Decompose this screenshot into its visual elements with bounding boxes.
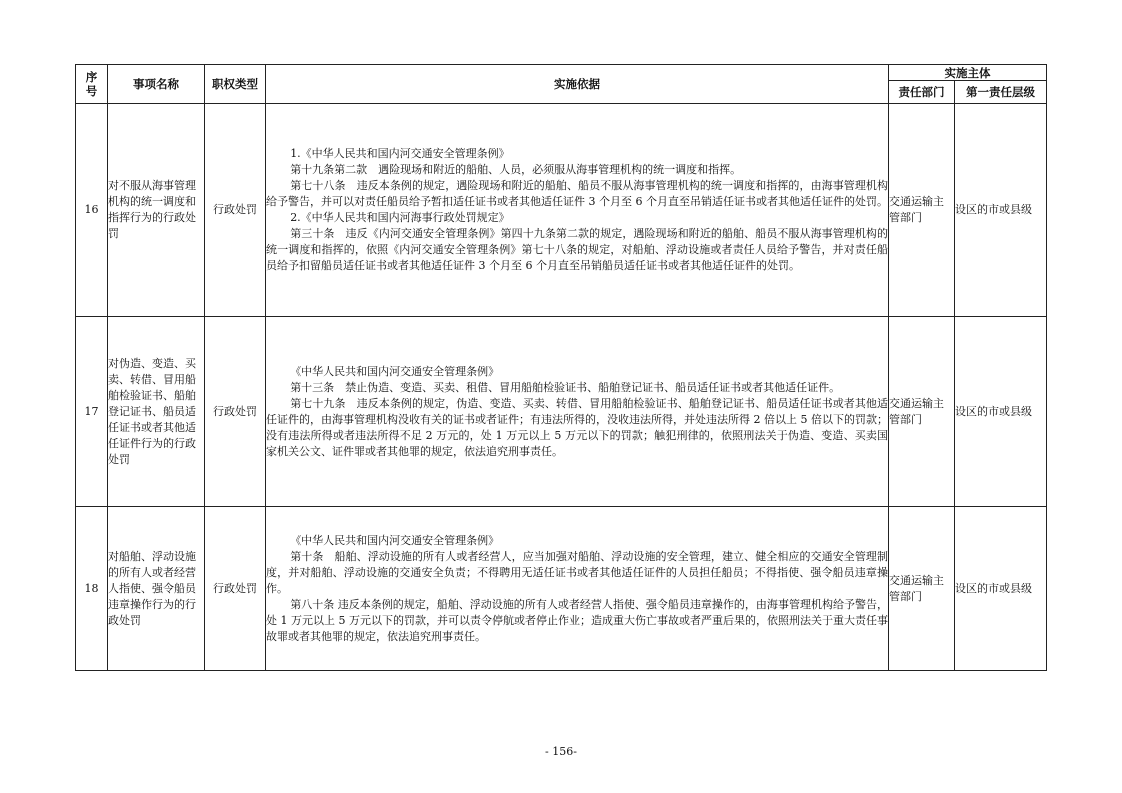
responsibility-level: 设区的市或县级 (955, 317, 1047, 507)
legal-basis (266, 317, 889, 507)
basis-paragraph: 第十九条第二款 遇险现场和附近的船舶、人员，必须服从海事管理机构的统一调度和指挥。 (290, 163, 742, 176)
header-subject: 实施主体 (889, 65, 1047, 81)
responsible-dept: 交通运输主管部门 (889, 507, 955, 671)
basis-paragraph: 第三十条 违反《内河交通安全管理条例》第四十九条第二款的规定，遇险现场和附近的船舶、船员不服从海事管理机构的统一调度和指挥的，依照《内河交通安全管理条例》第七十八条的规定，对船舶、浮动设施或者责任人员给予警告，并对责任船员给予扣留船员适任证书或者其他适任证件 3 个月至 6 个月直至吊销船员适任证书或者其他适任证件的处罚。 (266, 227, 888, 272)
basis-paragraph: 第七十八条 违反本条例的规定，遇险现场和附近的船舶、船员不服从海事管理机构的统一调度和指挥的，由海事管理机构给予警告，并可以对责任船员给予暂扣适任证书或者其他适任证件 3 个月至 6 个月直至吊销适任证书或者其他适任证件的处罚。 (266, 179, 888, 208)
header-basis: 实施依据 (266, 65, 889, 104)
power-type: 行政处罚 (205, 317, 266, 507)
responsibility-level: 设区的市或县级 (955, 507, 1047, 671)
item-name: 对伪造、变造、买卖、转借、冒用船舶检验证书、船舶登记证书、船员适任证书或者其他适任证件行为的行政处罚 (108, 317, 205, 507)
basis-paragraph: 《中华人民共和国内河交通安全管理条例》 (290, 364, 500, 378)
power-type: 行政处罚 (205, 507, 266, 671)
responsibility-level: 设区的市或县级 (955, 104, 1047, 317)
table-row (76, 104, 1047, 317)
header-row-1 (76, 65, 1047, 81)
basis-paragraph: 第十三条 禁止伪造、变造、买卖、租借、冒用船舶检验证书、船舶登记证书、船员适任证书或者其他适任证件。 (290, 380, 841, 394)
item-name: 对船舶、浮动设施的所有人或者经营人指使、强令船员违章操作行为的行政处罚 (108, 507, 205, 671)
responsible-dept: 交通运输主管部门 (889, 104, 955, 317)
basis-paragraph: 1.《中华人民共和国内河交通安全管理条例》 (290, 147, 510, 160)
enforcement-table (75, 64, 1047, 671)
row-number: 18 (76, 507, 108, 671)
basis-paragraph: 第十条 船舶、浮动设施的所有人或者经营人，应当加强对船舶、浮动设施的安全管理，建立、健全相应的交通安全管理制度，并对船舶、浮动设施的交通安全负责；不得聘用无适任证书或者其他适任证件的人员担任船员；不得指使、强令船员违章操作。 (266, 549, 888, 595)
table-row (76, 507, 1047, 671)
row-number: 16 (76, 104, 108, 317)
table-row (76, 317, 1047, 507)
legal-basis (266, 507, 889, 671)
power-type: 行政处罚 (205, 104, 266, 317)
legal-basis (266, 104, 889, 317)
basis-paragraph: 2.《中华人民共和国内河海事行政处罚规定》 (290, 211, 510, 224)
header-dept: 责任部门 (889, 81, 955, 104)
header-type: 职权类型 (205, 65, 266, 104)
header-seq: 序号 (76, 65, 108, 104)
basis-paragraph: 第八十条 违反本条例的规定，船舶、浮动设施的所有人或者经营人指使、强令船员违章操作的，由海事管理机构给予警告，处 1 万元以上 5 万元以下的罚款，并可以责令停航或者停止作业；造成重大伤亡事故或者严重后果的，依照刑法关于重大责任事故罪或者其他罪的规定，依法追究刑事责任。 (266, 597, 888, 643)
header-level: 第一责任层级 (955, 81, 1047, 104)
item-name: 对不服从海事管理机构的统一调度和指挥行为的行政处罚 (108, 104, 205, 317)
basis-paragraph: 《中华人民共和国内河交通安全管理条例》 (290, 533, 500, 547)
row-number: 17 (76, 317, 108, 507)
page-number: - 156- (545, 745, 577, 758)
basis-paragraph: 第七十九条 违反本条例的规定，伪造、变造、买卖、转借、冒用船舶检验证书、船舶登记证书、船员适任证书或者其他适任证件的，由海事管理机构没收有关的证书或者证件；有违法所得的，没收违法所得，并处违法所得 2 倍以上 5 倍以下的罚款；没有违法所得或者违法所得不足 2 万元的，处 1 万元以上 5 万元以下的罚款；触犯刑律的，依照刑法关于伪造、变造、买卖国家机关公文、证件罪或者其他罪的规定，依法追究刑事责任。 (266, 396, 888, 458)
header-name: 事项名称 (108, 65, 205, 104)
responsible-dept: 交通运输主管部门 (889, 317, 955, 507)
